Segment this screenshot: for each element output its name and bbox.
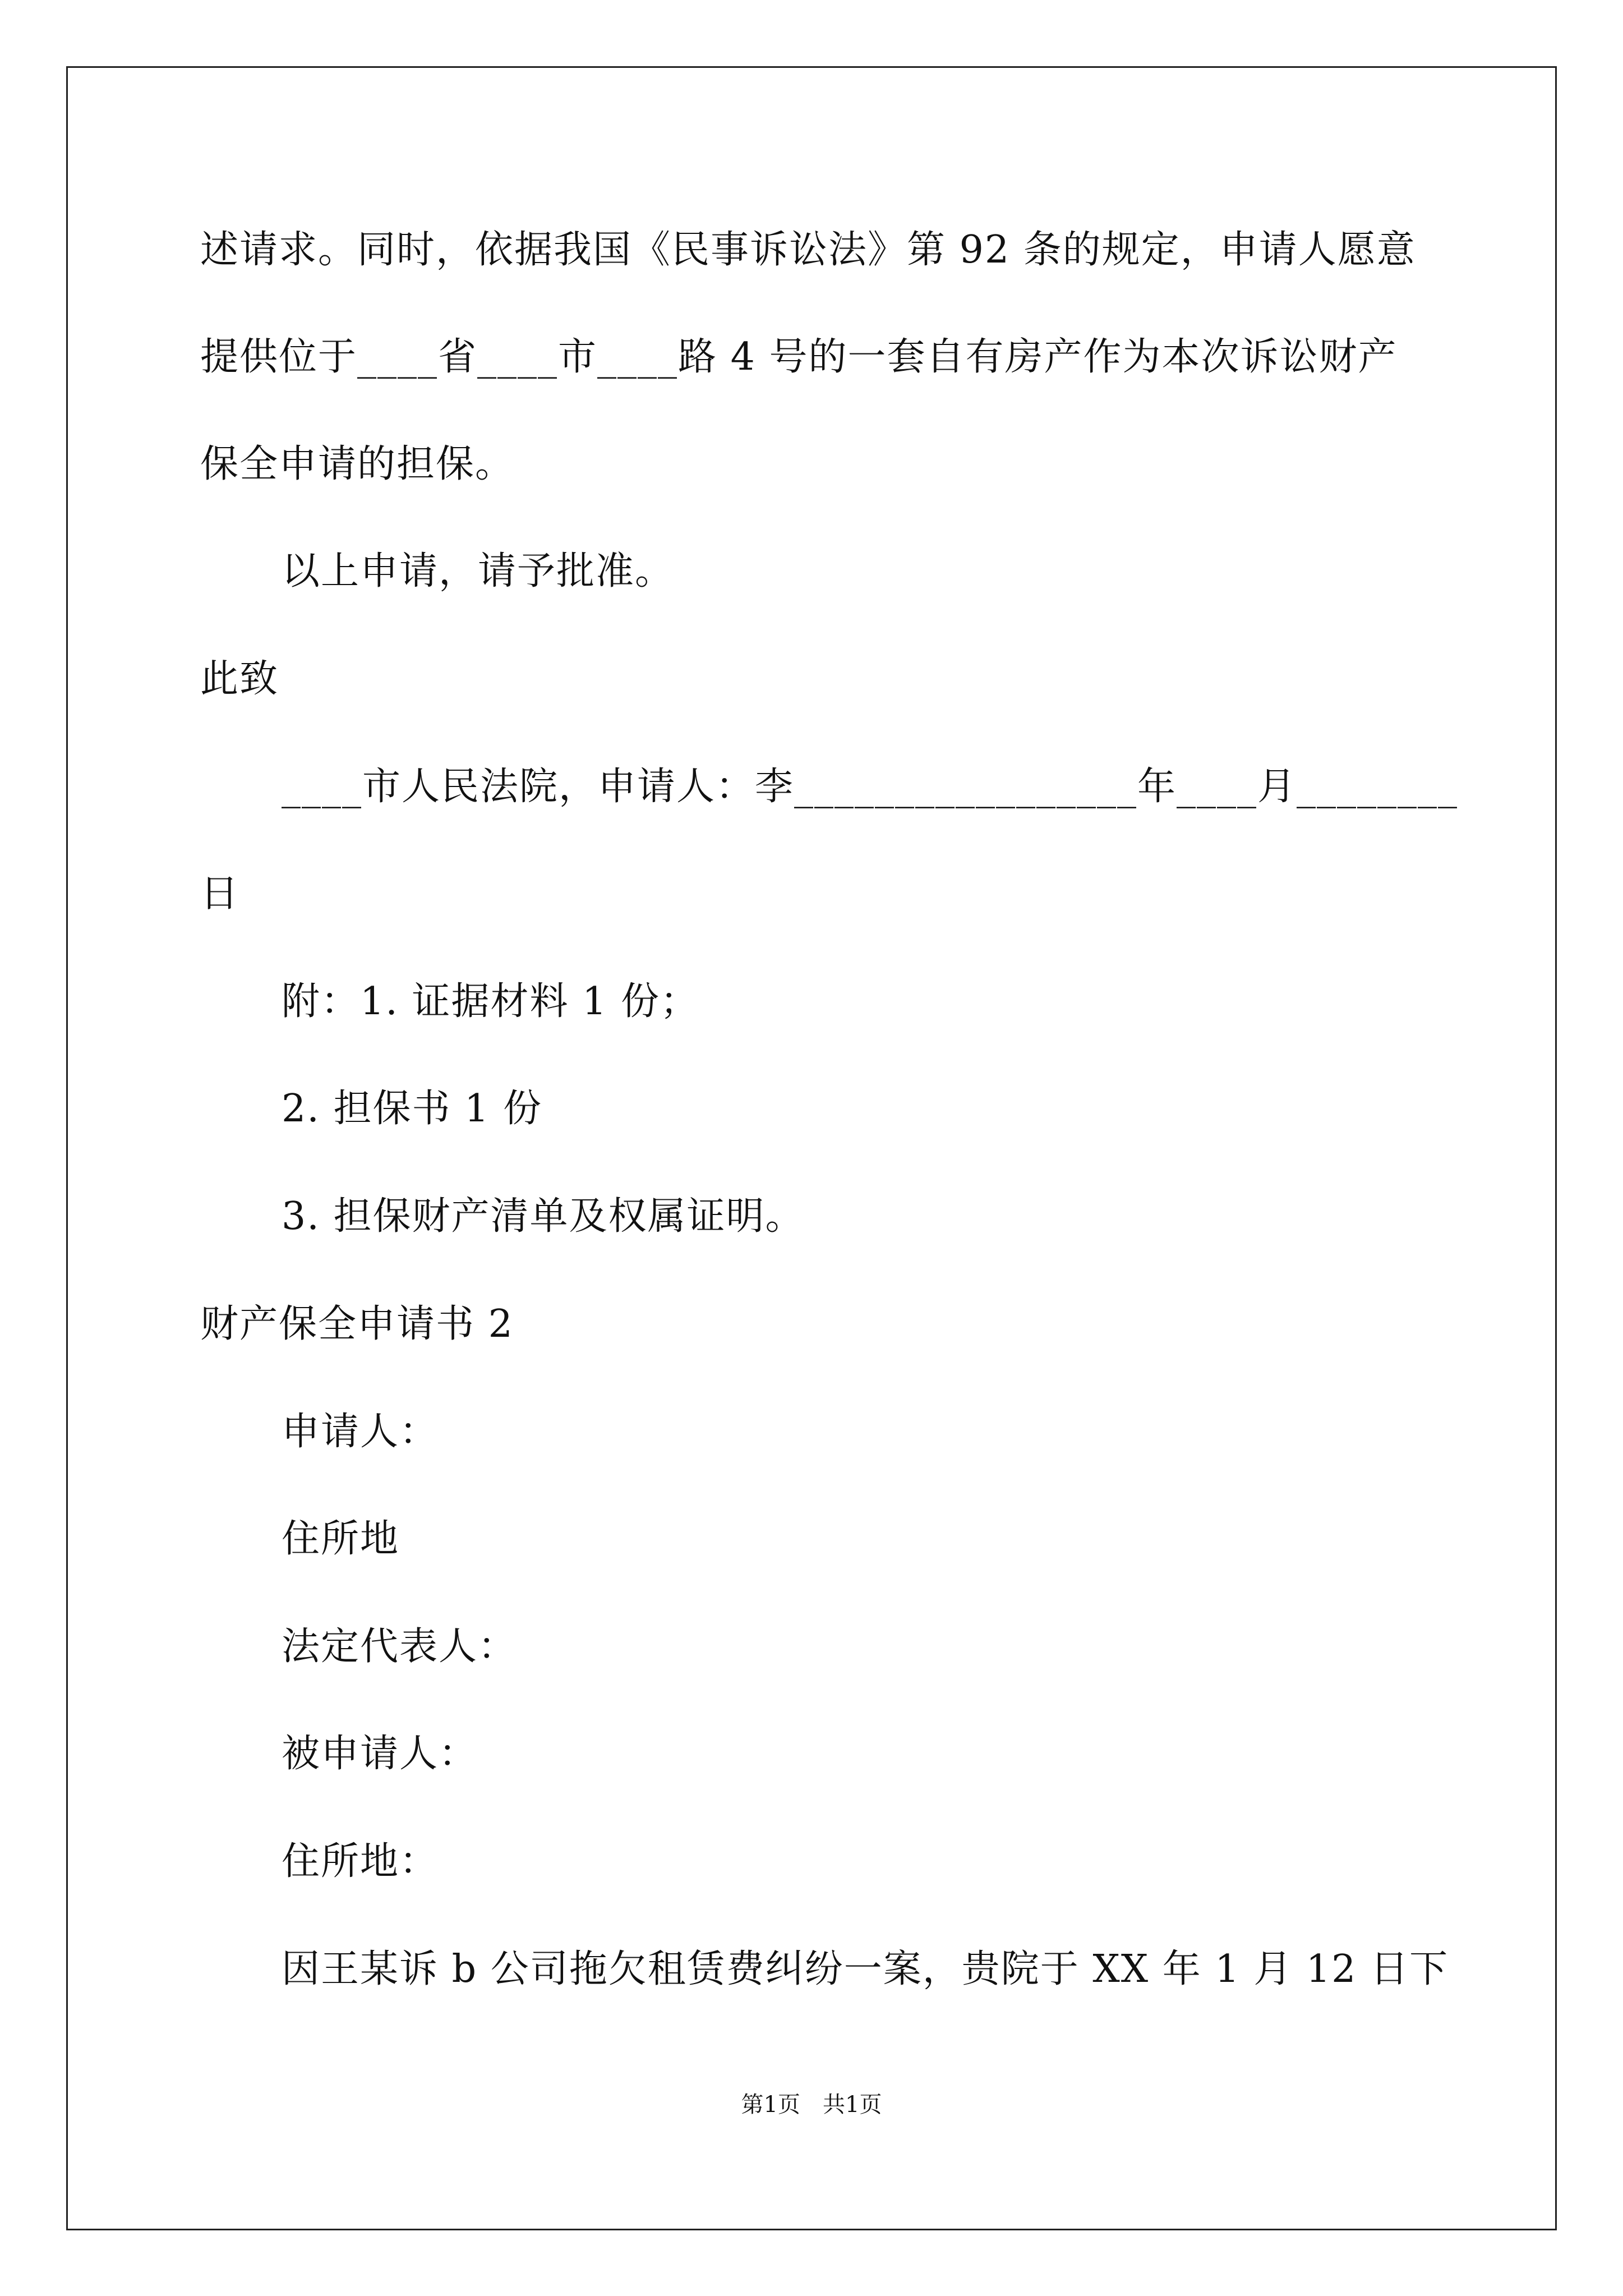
text-line: 住所地： — [282, 1839, 439, 1884]
text-line: 因王某诉 b 公司拖欠租赁费纠纷一案，贵院于 XX 年 1 月 12 日下 — [282, 1947, 1449, 1991]
text-line: 住所地 — [282, 1517, 400, 1561]
text-line: 3. 担保财产清单及权属证明。 — [282, 1194, 805, 1239]
salutation: 此致 — [200, 657, 279, 701]
text-line: 法定代表人： — [282, 1625, 518, 1669]
text-line: 以上申请，请予批准。 — [282, 549, 675, 593]
section-title: 财产保全申请书 2 — [200, 1302, 514, 1346]
text-line: 2. 担保书 1 份 — [282, 1087, 542, 1131]
page-border — [66, 66, 1557, 2230]
text-line: 保全申请的担保。 — [200, 442, 515, 486]
text-line: ____市人民法院，申请人：李_________________年____月________ — [282, 765, 1459, 809]
text-line: 附：1. 证据材料 1 份； — [282, 979, 699, 1024]
text-line: 被申请人： — [282, 1732, 478, 1776]
text-line: 述请求。同时，依据我国《民事诉讼法》第 92 条的规定，申请人愿意 — [200, 228, 1416, 272]
text-line: 提供位于____省____市____路 4 号的一套自有房产作为本次诉讼财产 — [200, 335, 1398, 379]
text-line: 申请人： — [282, 1410, 439, 1454]
text-line: 日 — [200, 872, 240, 916]
page-number: 第1页 共1页 — [741, 2092, 882, 2118]
